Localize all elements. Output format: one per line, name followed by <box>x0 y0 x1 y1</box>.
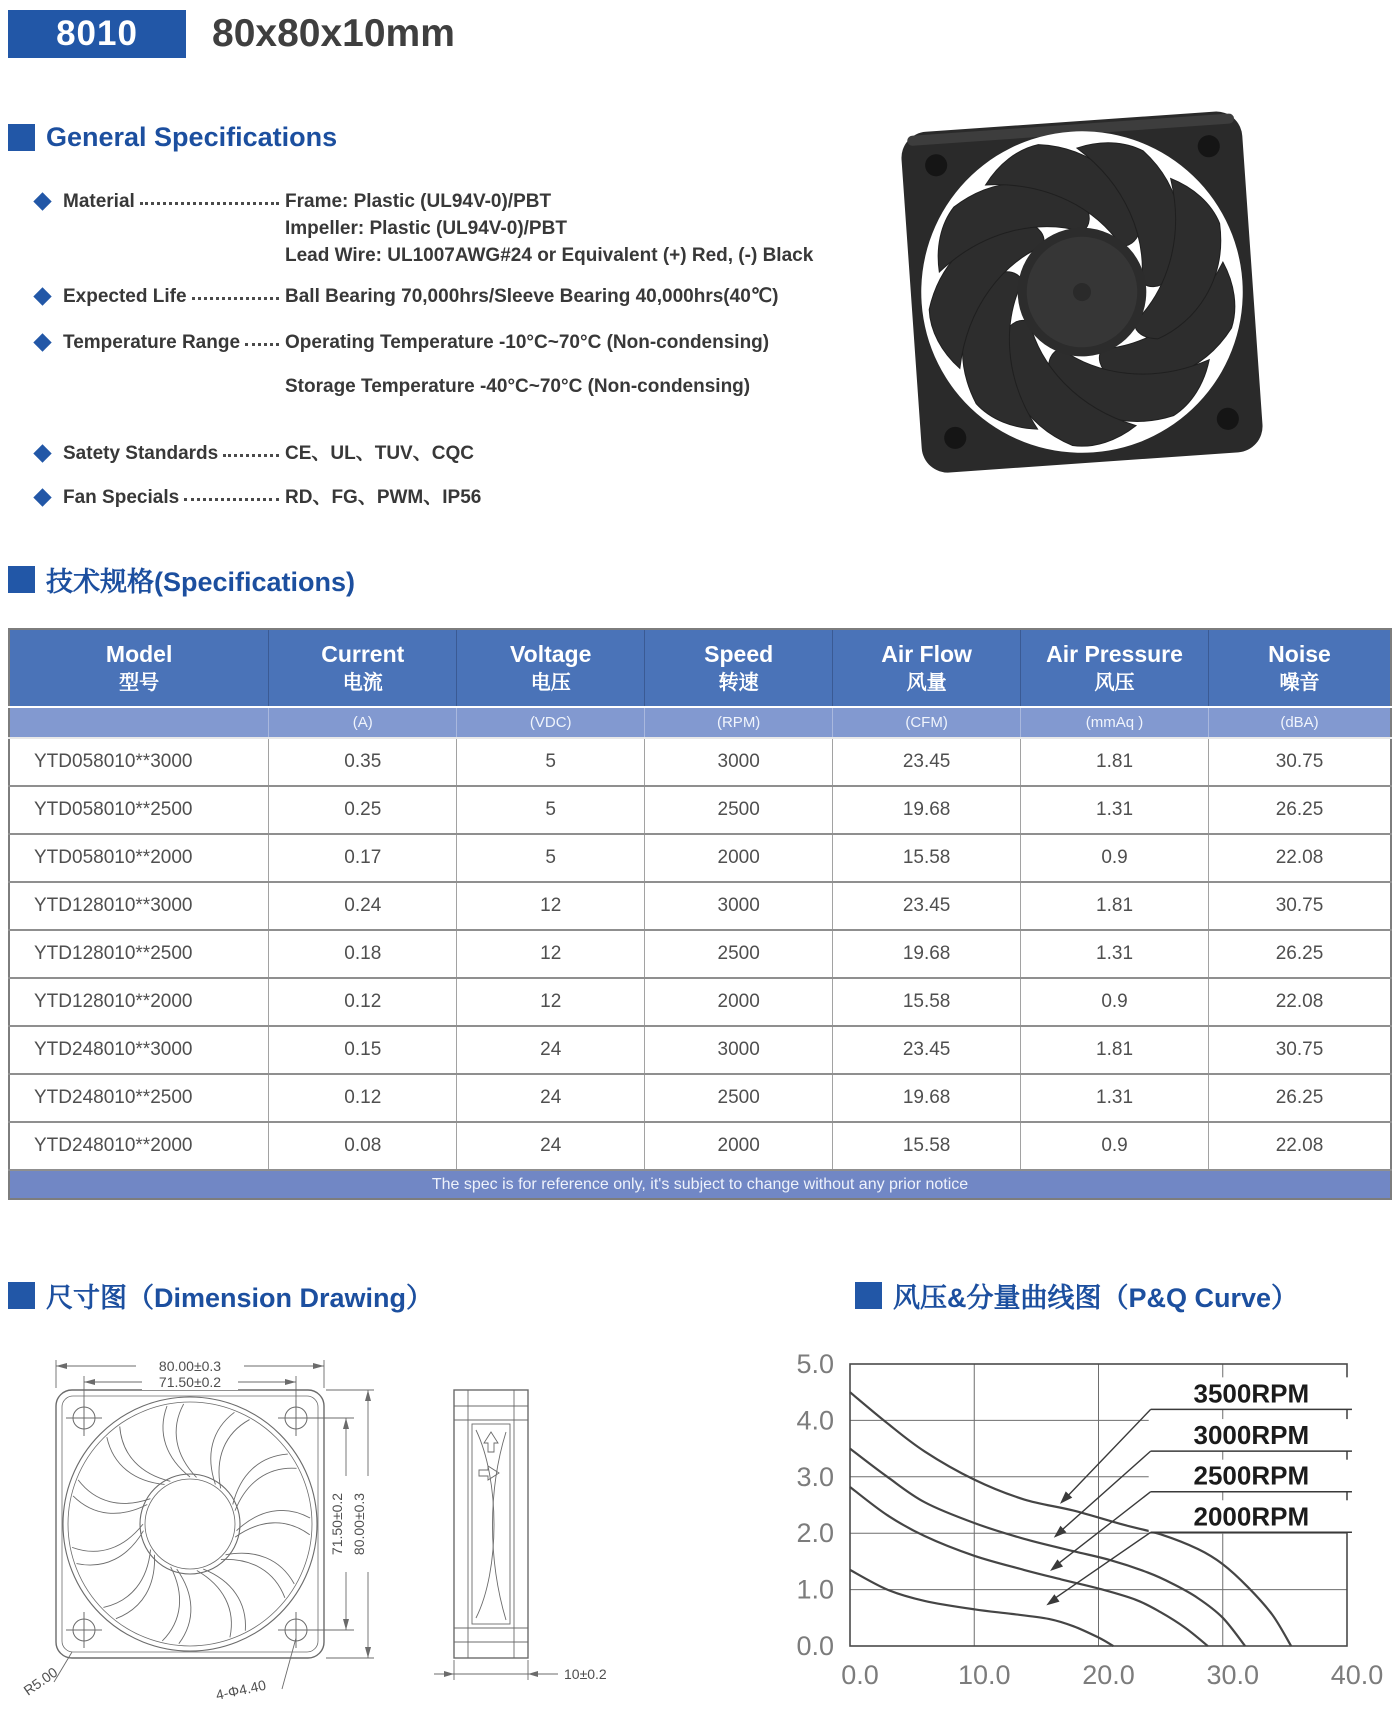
value-cell: 23.45 <box>833 738 1021 786</box>
value-cell: 26.25 <box>1209 786 1392 834</box>
value-cell: 0.15 <box>269 1026 457 1074</box>
column-header: Current 电流 <box>269 629 457 707</box>
dim-label-thickness: 10±0.2 <box>564 1666 607 1682</box>
model-cell: YTD058010**2500 <box>9 786 269 834</box>
dim-label-corner-radius: R5.00 <box>20 1663 61 1699</box>
value-cell: 0.17 <box>269 834 457 882</box>
dot-leader <box>223 440 279 457</box>
value-cell: 26.25 <box>1209 930 1392 978</box>
column-header: Model 型号 <box>9 629 269 707</box>
section-title: 尺寸图（Dimension Drawing） <box>46 1283 434 1313</box>
section-title: 技术规格(Specifications) <box>46 567 356 597</box>
value-cell: 23.45 <box>833 882 1021 930</box>
dot-leader <box>245 329 279 346</box>
value-cell: 3000 <box>645 882 833 930</box>
value-cell: 0.12 <box>269 1074 457 1122</box>
fan-product-photo <box>866 86 1298 476</box>
unit-cell: (mmAq ) <box>1021 707 1209 738</box>
spec-label: Fan Specials <box>63 487 180 508</box>
spec-item <box>36 484 876 511</box>
unit-cell: (A) <box>269 707 457 738</box>
table-row <box>9 930 1391 978</box>
spec-label: Satety Standards <box>63 443 219 464</box>
model-cell: YTD128010**2500 <box>9 930 269 978</box>
value-cell: 24 <box>457 1026 645 1074</box>
model-cell: YTD058010**2000 <box>9 834 269 882</box>
dot-leader <box>184 484 279 501</box>
model-cell: YTD248010**2000 <box>9 1122 269 1170</box>
value-cell: 0.08 <box>269 1122 457 1170</box>
value-cell: 3000 <box>645 738 833 786</box>
value-cell: 1.81 <box>1021 1026 1209 1074</box>
section-square-icon <box>855 1282 882 1309</box>
value-cell: 1.31 <box>1021 1074 1209 1122</box>
section-square-icon <box>8 566 35 593</box>
table-row <box>9 738 1391 786</box>
model-cell: YTD248010**3000 <box>9 1026 269 1074</box>
value-cell: 12 <box>457 930 645 978</box>
dim-label-outer-width: 80.00±0.3 <box>158 1358 222 1374</box>
unit-cell: (CFM) <box>833 707 1021 738</box>
value-cell: 0.35 <box>269 738 457 786</box>
pq-curve-chart <box>735 1324 1395 1712</box>
spec-label: Expected Life <box>63 286 187 307</box>
value-cell: 15.58 <box>833 834 1021 882</box>
value-cell: 0.25 <box>269 786 457 834</box>
diamond-bullet-icon <box>33 488 51 506</box>
diamond-bullet-icon <box>33 333 51 351</box>
value-cell: 19.68 <box>833 786 1021 834</box>
model-cell: YTD128010**3000 <box>9 882 269 930</box>
spec-item <box>36 283 876 310</box>
column-header: Air Pressure 风压 <box>1021 629 1209 707</box>
value-cell: 1.81 <box>1021 882 1209 930</box>
spec-item <box>36 440 876 467</box>
legend-label: 3500RPM <box>1193 1378 1310 1409</box>
value-cell: 5 <box>457 834 645 882</box>
value-cell: 2000 <box>645 1122 833 1170</box>
unit-cell <box>9 707 269 738</box>
model-badge: 8010 <box>8 10 186 58</box>
column-header: Voltage 电压 <box>457 629 645 707</box>
x-tick-label: 40.0 <box>1330 1660 1384 1690</box>
x-tick-label: 0.0 <box>841 1660 879 1690</box>
x-tick-label: 10.0 <box>957 1660 1011 1690</box>
table-row <box>9 834 1391 882</box>
spec-label: Material <box>63 191 135 212</box>
y-tick-label: 1.0 <box>796 1574 834 1605</box>
table-header-row <box>9 629 1391 707</box>
value-cell: 2500 <box>645 930 833 978</box>
dim-label-mount-holes: 4-Φ4.40 <box>214 1676 268 1703</box>
units-row <box>9 707 1391 738</box>
curve-2000RPM <box>850 1570 1113 1646</box>
section-square-icon <box>8 124 35 151</box>
y-tick-label: 5.0 <box>796 1349 834 1379</box>
spec-value: RD、FG、PWM、IP56 <box>285 487 482 508</box>
table-row <box>9 1122 1391 1170</box>
diamond-bullet-icon <box>33 192 51 210</box>
unit-cell: (RPM) <box>645 707 833 738</box>
dimension-drawing <box>14 1320 714 1710</box>
value-cell: 5 <box>457 738 645 786</box>
dim-label-inner-width: 71.50±0.2 <box>158 1374 222 1390</box>
dimension-section-header <box>8 1276 433 1315</box>
value-cell: 2000 <box>645 834 833 882</box>
section-title: General Specifications <box>46 122 338 152</box>
diamond-bullet-icon <box>33 287 51 305</box>
value-cell: 2500 <box>645 786 833 834</box>
model-cell: YTD058010**3000 <box>9 738 269 786</box>
value-cell: 22.08 <box>1209 834 1392 882</box>
spec-table-header <box>8 560 355 599</box>
general-specs-list <box>36 188 876 511</box>
value-cell: 15.58 <box>833 978 1021 1026</box>
dot-leader <box>140 188 279 205</box>
table-row <box>9 1074 1391 1122</box>
spec-value: CE、UL、TUV、CQC <box>285 443 474 464</box>
spec-value: Ball Bearing 70,000hrs/Sleeve Bearing 40,000hrs(40℃) <box>285 286 779 307</box>
page-header <box>8 10 455 58</box>
section-square-icon <box>8 1282 35 1309</box>
spec-item <box>36 329 876 400</box>
spec-label: Temperature Range <box>63 332 241 353</box>
value-cell: 0.12 <box>269 978 457 1026</box>
value-cell: 23.45 <box>833 1026 1021 1074</box>
value-cell: 19.68 <box>833 930 1021 978</box>
spec-table-wrap <box>8 628 1392 1200</box>
value-cell: 30.75 <box>1209 738 1392 786</box>
value-cell: 2000 <box>645 978 833 1026</box>
spec-value: Operating Temperature -10°C~70°C (Non-condensing) Storage Temperature -40°C~70°C (Non-condensing) <box>285 332 770 397</box>
value-cell: 3000 <box>645 1026 833 1074</box>
y-tick-label: 3.0 <box>796 1461 834 1492</box>
table-row <box>9 978 1391 1026</box>
model-cell: YTD248010**2500 <box>9 1074 269 1122</box>
spec-table <box>8 628 1392 1200</box>
value-cell: 2500 <box>645 1074 833 1122</box>
legend-label: 2000RPM <box>1193 1501 1310 1532</box>
y-tick-label: 2.0 <box>796 1518 834 1549</box>
dim-label-inner-height: 71.50±0.2 <box>329 1492 345 1556</box>
table-row <box>9 1026 1391 1074</box>
legend-label: 2500RPM <box>1193 1460 1310 1491</box>
value-cell: 0.9 <box>1021 1122 1209 1170</box>
column-header: Speed 转速 <box>645 629 833 707</box>
value-cell: 30.75 <box>1209 882 1392 930</box>
column-header: Air Flow 风量 <box>833 629 1021 707</box>
y-tick-label: 0.0 <box>796 1631 834 1661</box>
value-cell: 22.08 <box>1209 1122 1392 1170</box>
legend-label: 3000RPM <box>1193 1420 1310 1451</box>
x-tick-label: 20.0 <box>1082 1660 1135 1690</box>
value-cell: 0.9 <box>1021 978 1209 1026</box>
diamond-bullet-icon <box>33 444 51 462</box>
column-header: Noise 噪音 <box>1209 629 1392 707</box>
x-tick-label: 30.0 <box>1206 1660 1260 1690</box>
section-title: 风压&分量曲线图（P&Q Curve） <box>893 1283 1299 1313</box>
value-cell: 0.18 <box>269 930 457 978</box>
value-cell: 1.81 <box>1021 738 1209 786</box>
table-footnote: The spec is for reference only, it's subject to change without any prior notice <box>9 1170 1391 1199</box>
value-cell: 15.58 <box>833 1122 1021 1170</box>
value-cell: 1.31 <box>1021 786 1209 834</box>
pq-section-header <box>855 1276 1298 1315</box>
value-cell: 26.25 <box>1209 1074 1392 1122</box>
unit-cell: (VDC) <box>457 707 645 738</box>
value-cell: 24 <box>457 1074 645 1122</box>
model-cell: YTD128010**2000 <box>9 978 269 1026</box>
dim-label-outer-height: 80.00±0.3 <box>351 1492 367 1556</box>
value-cell: 0.9 <box>1021 834 1209 882</box>
spec-value: Frame: Plastic (UL94V-0)/PBT Impeller: Plastic (UL94V-0)/PBT Lead Wire: UL1007AWG#24 or Equivalent (+) Red, (-) Black <box>285 191 814 266</box>
table-row <box>9 882 1391 930</box>
unit-cell: (dBA) <box>1209 707 1392 738</box>
value-cell: 5 <box>457 786 645 834</box>
value-cell: 1.31 <box>1021 930 1209 978</box>
value-cell: 24 <box>457 1122 645 1170</box>
value-cell: 0.24 <box>269 882 457 930</box>
value-cell: 22.08 <box>1209 978 1392 1026</box>
table-row <box>9 786 1391 834</box>
dot-leader <box>192 283 279 300</box>
value-cell: 19.68 <box>833 1074 1021 1122</box>
general-specs-header <box>8 122 337 153</box>
value-cell: 30.75 <box>1209 1026 1392 1074</box>
value-cell: 12 <box>457 978 645 1026</box>
spec-item <box>36 188 876 269</box>
y-tick-label: 4.0 <box>796 1405 834 1436</box>
page-title: 80x80x10mm <box>212 12 455 55</box>
value-cell: 12 <box>457 882 645 930</box>
